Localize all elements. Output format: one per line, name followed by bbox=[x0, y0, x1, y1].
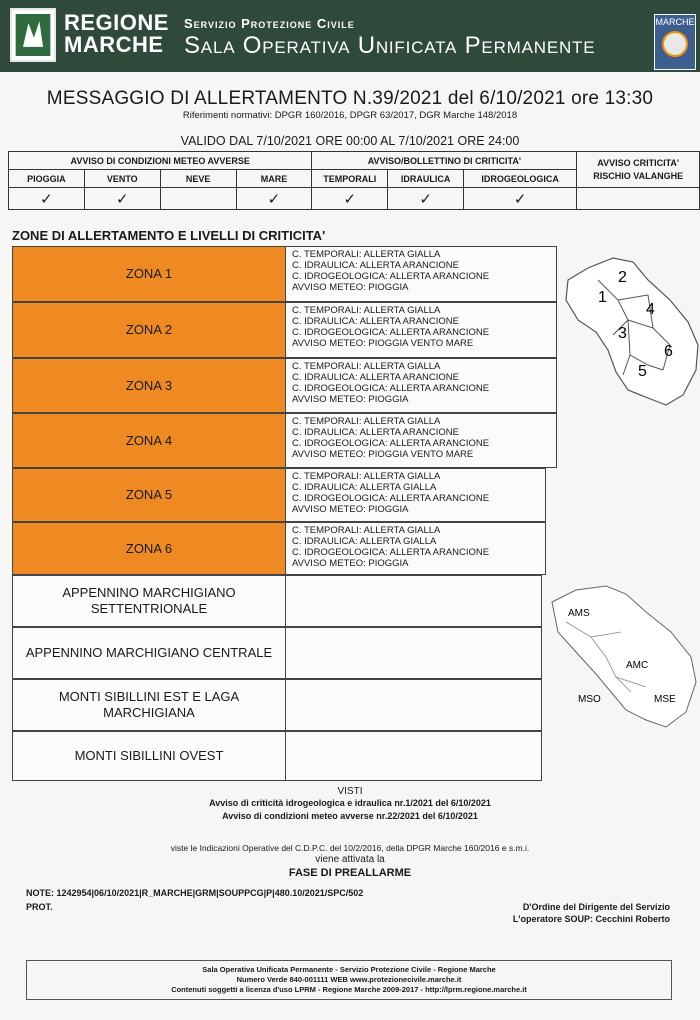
map-zone-label: AMS bbox=[568, 608, 590, 619]
mountain-zones-map bbox=[546, 582, 700, 732]
map-zone-label: 2 bbox=[618, 269, 627, 286]
zones-section-title: ZONE DI ALLERTAMENTO E LIVELLI DI CRITICITA' bbox=[12, 228, 326, 243]
zone-name: ZONA 3 bbox=[13, 359, 285, 412]
group-valanghe-header: AVVISO CRITICITA' RISCHIO VALANGHE bbox=[577, 152, 700, 188]
col-header: VENTO bbox=[84, 170, 160, 188]
map-zone-label: 4 bbox=[646, 301, 655, 318]
civil-protection-emblem-icon bbox=[662, 31, 688, 57]
footer-line: Contenuti soggetti a licenza d'uso LPRM - Regione Marche 2009-2017 - http://lprm.regione.marche.it bbox=[171, 985, 527, 994]
protocol-label: PROT. bbox=[26, 902, 53, 912]
signature-operator: L'operatore SOUP: Cecchini Roberto bbox=[512, 914, 670, 924]
zone-row bbox=[12, 302, 557, 358]
mountain-zone-name: APPENNINO MARCHIGIANO CENTRALE bbox=[13, 628, 285, 678]
mountain-zone-details bbox=[285, 628, 541, 678]
zone-name: ZONA 6 bbox=[13, 523, 285, 574]
visti-line: viste le Indicazioni Operative del C.D.P.C. del 10/2/2016, della DPGR Marche 160/2016 e s.m.i. bbox=[170, 843, 530, 853]
room-name: Sala Operativa Unificata Permanente bbox=[184, 32, 596, 59]
map-outline bbox=[566, 258, 698, 405]
col-header: NEVE bbox=[160, 170, 236, 188]
col-header: PIOGGIA bbox=[9, 170, 85, 188]
civil-protection-badge: MARCHE bbox=[654, 14, 696, 70]
zone-name: ZONA 5 bbox=[13, 469, 285, 521]
col-header: MARE bbox=[236, 170, 312, 188]
zone-name: ZONA 2 bbox=[13, 303, 285, 357]
footer-box bbox=[26, 960, 672, 1000]
validity-period: VALIDO DAL 7/10/2021 ORE 00:00 AL 7/10/2021 ORE 24:00 bbox=[180, 134, 520, 148]
col-header: TEMPORALI bbox=[312, 170, 388, 188]
mountain-zone-details bbox=[285, 576, 541, 626]
map-zone-label: AMC bbox=[626, 660, 649, 671]
visti-heading: VISTI bbox=[337, 786, 363, 797]
zone-name: ZONA 1 bbox=[13, 247, 285, 301]
zone-details: C. TEMPORALI: ALLERTA GIALLA C. IDRAULICA: ALLERTA GIALLA C. IDROGEOLOGICA: ALLERTA ARANCIONE AVVISO METEO: PIOGGIA bbox=[285, 523, 545, 574]
mountain-zone-name: APPENNINO MARCHIGIANO SETTENTRIONALE bbox=[13, 576, 285, 626]
zone-row bbox=[12, 246, 557, 302]
zone-row bbox=[12, 358, 557, 413]
group-meteo-header: AVVISO DI CONDIZIONI METEO AVVERSE bbox=[9, 152, 312, 170]
visti-line: Avviso di condizioni meteo avverse nr.22/2021 del 6/10/2021 bbox=[222, 811, 478, 821]
map-zone-label: 6 bbox=[664, 343, 673, 360]
region-logo-icon bbox=[10, 8, 56, 62]
check-mark: ✓ bbox=[84, 188, 160, 210]
mountain-zone-details bbox=[285, 680, 541, 730]
map-zone-label: 1 bbox=[598, 289, 607, 306]
zone-details: C. TEMPORALI: ALLERTA GIALLA C. IDRAULICA: ALLERTA ARANCIONE C. IDROGEOLOGICA: ALLERTA ARANCIONE AVVISO METEO: PIOGGIA VENTO MARE bbox=[285, 414, 556, 467]
warnings-table bbox=[8, 151, 700, 210]
check-mark: ✓ bbox=[9, 188, 85, 210]
col-header: IDROGEOLOGICA bbox=[464, 170, 577, 188]
service-name: Servizio Protezione Civile bbox=[184, 16, 355, 31]
check-mark: ✓ bbox=[388, 188, 464, 210]
check-mark: ✓ bbox=[236, 188, 312, 210]
document-header bbox=[0, 0, 700, 72]
group-criticita-header: AVVISO/BOLLETTINO DI CRITICITA' bbox=[312, 152, 577, 170]
mountain-zone-name: MONTI SIBILLINI OVEST bbox=[13, 732, 285, 780]
mountain-zone-details bbox=[285, 732, 541, 780]
map-zone-label: MSE bbox=[654, 694, 676, 705]
zone-details: C. TEMPORALI: ALLERTA GIALLA C. IDRAULICA: ALLERTA GIALLA C. IDROGEOLOGICA: ALLERTA ARANCIONE AVVISO METEO: PIOGGIA bbox=[285, 469, 545, 521]
zone-name: ZONA 4 bbox=[13, 414, 285, 467]
footer-line: Sala Operativa Unificata Permanente - Servizio Protezione Civile - Regione Marche bbox=[202, 965, 496, 974]
region-name: REGIONE MARCHE bbox=[64, 10, 169, 57]
protocol-note: NOTE: 1242954|06/10/2021|R_MARCHE|GRM|SOUPPCG|P|480.10/2021/SPC/502 bbox=[26, 888, 364, 898]
mountain-zone-row bbox=[12, 731, 542, 781]
signature-line: D'Ordine del Dirigente del Servizio bbox=[522, 902, 670, 912]
map-zone-label: 5 bbox=[638, 363, 647, 380]
message-title: MESSAGGIO DI ALLERTAMENTO N.39/2021 del 6/10/2021 ore 13:30 bbox=[46, 88, 654, 109]
map-zone-label: MSO bbox=[578, 694, 601, 705]
zone-details: C. TEMPORALI: ALLERTA GIALLA C. IDRAULICA: ALLERTA ARANCIONE C. IDROGEOLOGICA: ALLERTA ARANCIONE AVVISO METEO: PIOGGIA VENTO MARE bbox=[285, 303, 556, 357]
alert-phase: FASE DI PREALLARME bbox=[288, 867, 412, 879]
check-mark bbox=[160, 188, 236, 210]
zone-row bbox=[12, 413, 557, 468]
visti-line: viene attivata la bbox=[315, 854, 385, 865]
regulatory-references: Riferimenti normativi: DPGR 160/2016, DPGR 63/2017, DGR Marche 148/2018 bbox=[182, 110, 518, 121]
mountain-zone-row bbox=[12, 627, 542, 679]
check-mark: ✓ bbox=[464, 188, 577, 210]
footer-line: Numero Verde 840-001111 WEB www.protezionecivile.marche.it bbox=[236, 975, 462, 984]
mountain-zone-row bbox=[12, 679, 542, 731]
mountain-zone-name: MONTI SIBILLINI EST E LAGA MARCHIGIANA bbox=[13, 680, 285, 730]
zone-details: C. TEMPORALI: ALLERTA GIALLA C. IDRAULICA: ALLERTA ARANCIONE C. IDROGEOLOGICA: ALLERTA ARANCIONE AVVISO METEO: PIOGGIA bbox=[285, 247, 556, 301]
alert-zones-map bbox=[558, 250, 700, 410]
zone-row bbox=[12, 468, 546, 522]
check-mark bbox=[577, 188, 700, 210]
check-mark: ✓ bbox=[312, 188, 388, 210]
zone-details: C. TEMPORALI: ALLERTA GIALLA C. IDRAULICA: ALLERTA ARANCIONE C. IDROGEOLOGICA: ALLERTA ARANCIONE AVVISO METEO: PIOGGIA bbox=[285, 359, 556, 412]
col-header: IDRAULICA bbox=[388, 170, 464, 188]
map-zone-label: 3 bbox=[618, 325, 627, 342]
visti-line: Avviso di criticità idrogeologica e idraulica nr.1/2021 del 6/10/2021 bbox=[209, 798, 491, 808]
zone-row bbox=[12, 522, 546, 575]
mountain-zone-row bbox=[12, 575, 542, 627]
